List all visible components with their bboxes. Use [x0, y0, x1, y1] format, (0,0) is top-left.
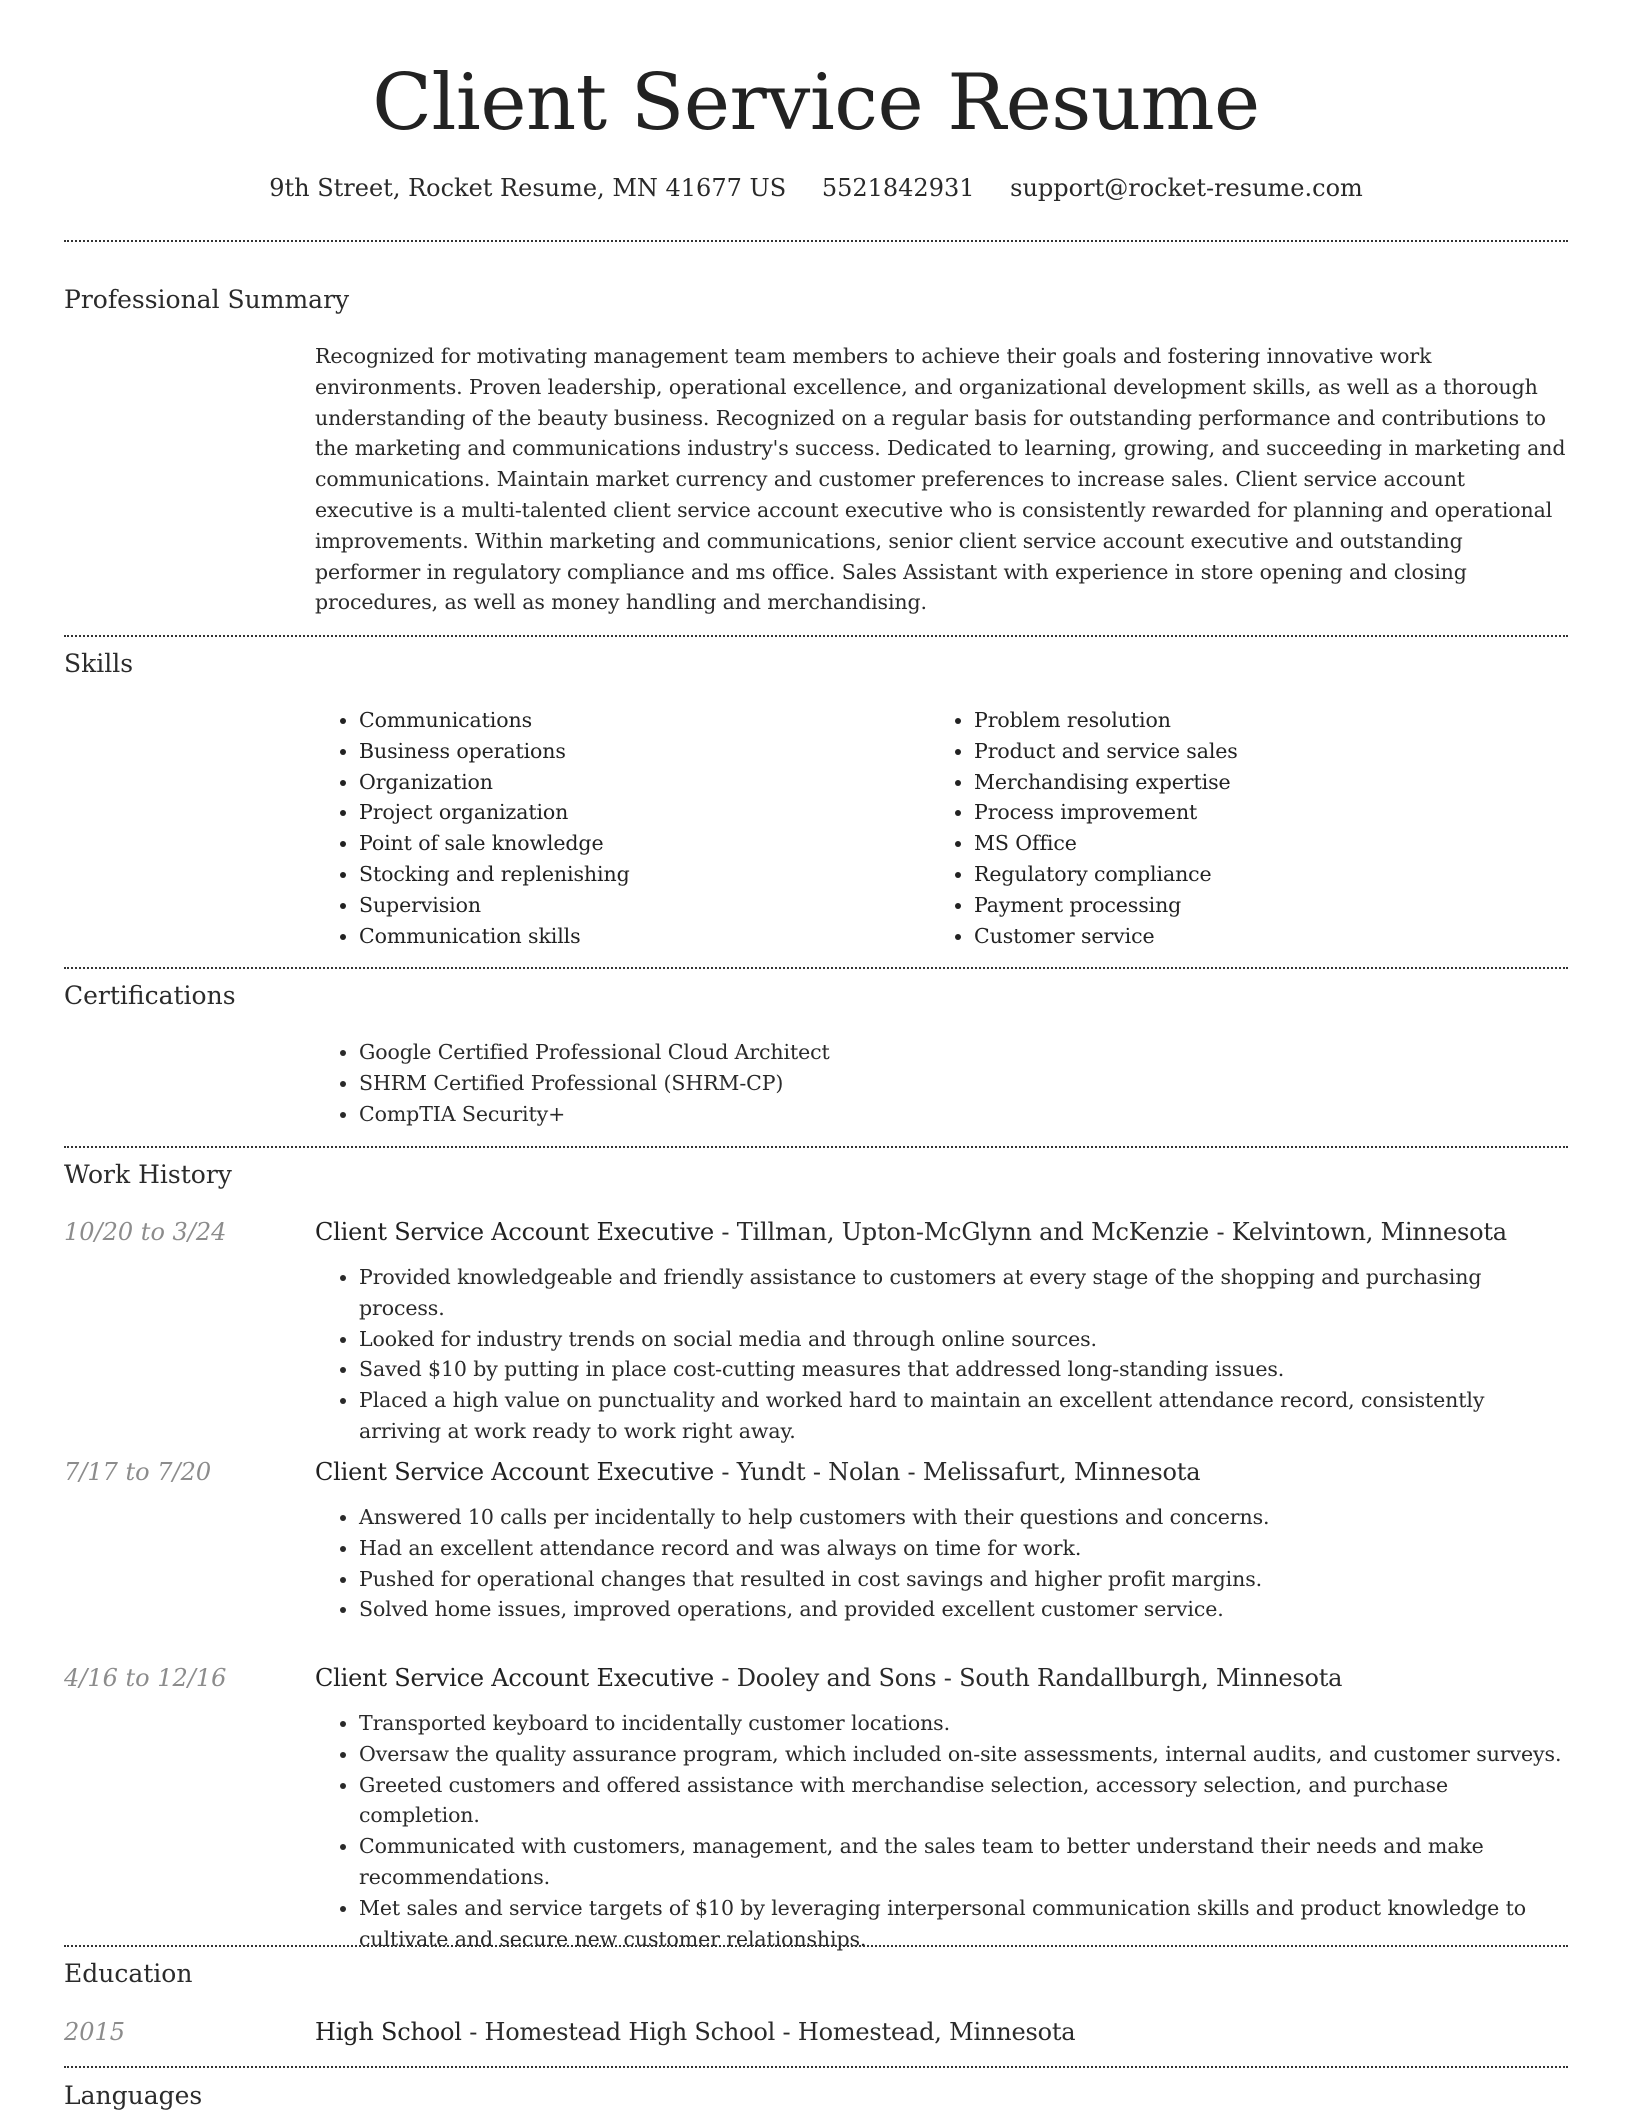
skill-item: • Customer service [974, 921, 1530, 952]
education-entry [315, 2014, 1568, 2050]
skill-item: • Supervision [359, 890, 915, 921]
job-role: Client Service Account Executive [315, 1218, 714, 1246]
skill-item: • Problem resolution [974, 705, 1530, 736]
address: 9th Street, Rocket Resume, MN 41677 US [269, 174, 787, 202]
divider [64, 635, 1568, 637]
job-bullet: • Pushed for operational changes that resulted in cost savings and higher profit margins. [359, 1564, 1568, 1595]
job-role: Client Service Account Executive [315, 1664, 714, 1692]
job-bullet: • Answered 10 calls per incidentally to help customers with their questions and concerns. [359, 1502, 1568, 1533]
skill-item: • Regulatory compliance [974, 859, 1530, 890]
certification-item: • SHRM Certified Professional (SHRM-CP) [359, 1068, 1568, 1099]
job-bullet: • Had an excellent attendance record and was always on time for work. [359, 1533, 1568, 1564]
skill-item: • MS Office [974, 828, 1530, 859]
job-bullets [315, 1262, 1568, 1447]
job-bullet: • Provided knowledgeable and friendly assistance to customers at every stage of the shopping and purchasing process. [359, 1262, 1568, 1324]
section-title-languages: Languages [64, 2081, 203, 2110]
job-date: 10/20 to 3/24 [64, 1218, 227, 1246]
skills-list-left [315, 705, 915, 951]
job-heading [315, 1660, 1568, 1696]
skills-list-right [930, 705, 1530, 951]
job-bullets [315, 1502, 1568, 1625]
resume-title: Client Service Resume [372, 58, 1260, 148]
divider [64, 967, 1568, 969]
skill-item: • Communication skills [359, 921, 915, 952]
email[interactable]: support@rocket-resume.com [1010, 174, 1363, 202]
section-title-summary: Professional Summary [64, 285, 350, 314]
skills-left-column [315, 705, 915, 951]
education-details: - Homestead High School - Homestead, Minnesota [461, 2018, 1076, 2046]
job-heading [315, 1214, 1568, 1250]
phone[interactable]: 5521842931 [821, 174, 975, 202]
job-bullet: • Looked for industry trends on social media and through online sources. [359, 1324, 1568, 1355]
skill-item: • Payment processing [974, 890, 1530, 921]
skill-item: • Point of sale knowledge [359, 828, 915, 859]
section-title-skills: Skills [64, 649, 134, 678]
divider [64, 1146, 1568, 1148]
skill-item: • Project organization [359, 797, 915, 828]
job-bullet: • Placed a high value on punctuality and worked hard to maintain an excellent attendance record, consistently arriving at work ready to work right away. [359, 1385, 1568, 1447]
section-title-work-history: Work History [64, 1160, 232, 1189]
job-bullet: • Solved home issues, improved operations, and provided excellent customer service. [359, 1594, 1568, 1625]
job-bullet: • Greeted customers and offered assistance with merchandise selection, accessory selection, and purchase completion. [359, 1770, 1568, 1832]
summary-block [315, 341, 1568, 618]
certification-item: • Google Certified Professional Cloud Architect [359, 1037, 1568, 1068]
skills-right-column [930, 705, 1530, 951]
job-date: 4/16 to 12/16 [64, 1664, 227, 1692]
job-role: Client Service Account Executive [315, 1458, 714, 1486]
skill-item: • Organization [359, 767, 915, 798]
job-date: 7/17 to 7/20 [64, 1458, 212, 1486]
job-entry [315, 1454, 1568, 1625]
divider [64, 2066, 1568, 2068]
certifications-list [315, 1037, 1568, 1129]
contact-line [64, 168, 1568, 208]
education-date: 2015 [64, 2018, 126, 2046]
job-bullet: • Met sales and service targets of $10 by leveraging interpersonal communication skills and product knowledge to cultivate and secure new customer relationships. [359, 1893, 1568, 1955]
skill-item: • Communications [359, 705, 915, 736]
section-title-education: Education [64, 1959, 193, 1988]
section-title-certifications: Certifications [64, 981, 236, 1010]
job-details: - Tillman, Upton-McGlynn and McKenzie - Kelvintown, Minnesota [713, 1218, 1507, 1246]
divider [64, 240, 1568, 242]
job-bullet: • Saved $10 by putting in place cost-cutting measures that addressed long-standing issues. [359, 1354, 1568, 1385]
job-entry [315, 1214, 1568, 1447]
job-details: - Dooley and Sons - South Randallburgh, Minnesota [713, 1664, 1343, 1692]
skill-item: • Merchandising expertise [974, 767, 1530, 798]
education-heading [315, 2014, 1568, 2050]
skill-item: • Business operations [359, 736, 915, 767]
skill-item: • Process improvement [974, 797, 1530, 828]
job-bullet: • Transported keyboard to incidentally customer locations. [359, 1708, 1568, 1739]
education-degree: High School [315, 2018, 462, 2046]
job-entry [315, 1660, 1568, 1954]
summary-text: Recognized for motivating management team members to achieve their goals and fostering innovative work environments. Proven leadership, operational excellence, and organizational development skills, as well as a thorough understanding of the beauty business. Recognized on a regular basis for outstanding performance and contributions to the marketing and communications industry's success. Dedicated to learning, growing, and succeeding in marketing and communications. Maintain market currency and customer preferences to increase sales. Client service account executive is a multi-talented client service account executive who is consistently rewarded for planning and operational improvements. Within marketing and communications, senior client service account executive and outstanding performer in regulatory compliance and ms office. Sales Assistant with experience in store opening and closing procedures, as well as money handling and merchandising. [315, 344, 1566, 615]
divider [64, 1945, 1568, 1947]
certification-item: • CompTIA Security+ [359, 1099, 1568, 1130]
job-bullets [315, 1708, 1568, 1954]
certifications-block [315, 1037, 1568, 1129]
skill-item: • Product and service sales [974, 736, 1530, 767]
job-bullet: • Communicated with customers, management, and the sales team to better understand their needs and make recommendations. [359, 1831, 1568, 1893]
job-heading [315, 1454, 1568, 1490]
skill-item: • Stocking and replenishing [359, 859, 915, 890]
job-details: - Yundt - Nolan - Melissafurt, Minnesota [713, 1458, 1201, 1486]
job-bullet: • Oversaw the quality assurance program, which included on-site assessments, internal audits, and customer surveys. [359, 1739, 1568, 1770]
